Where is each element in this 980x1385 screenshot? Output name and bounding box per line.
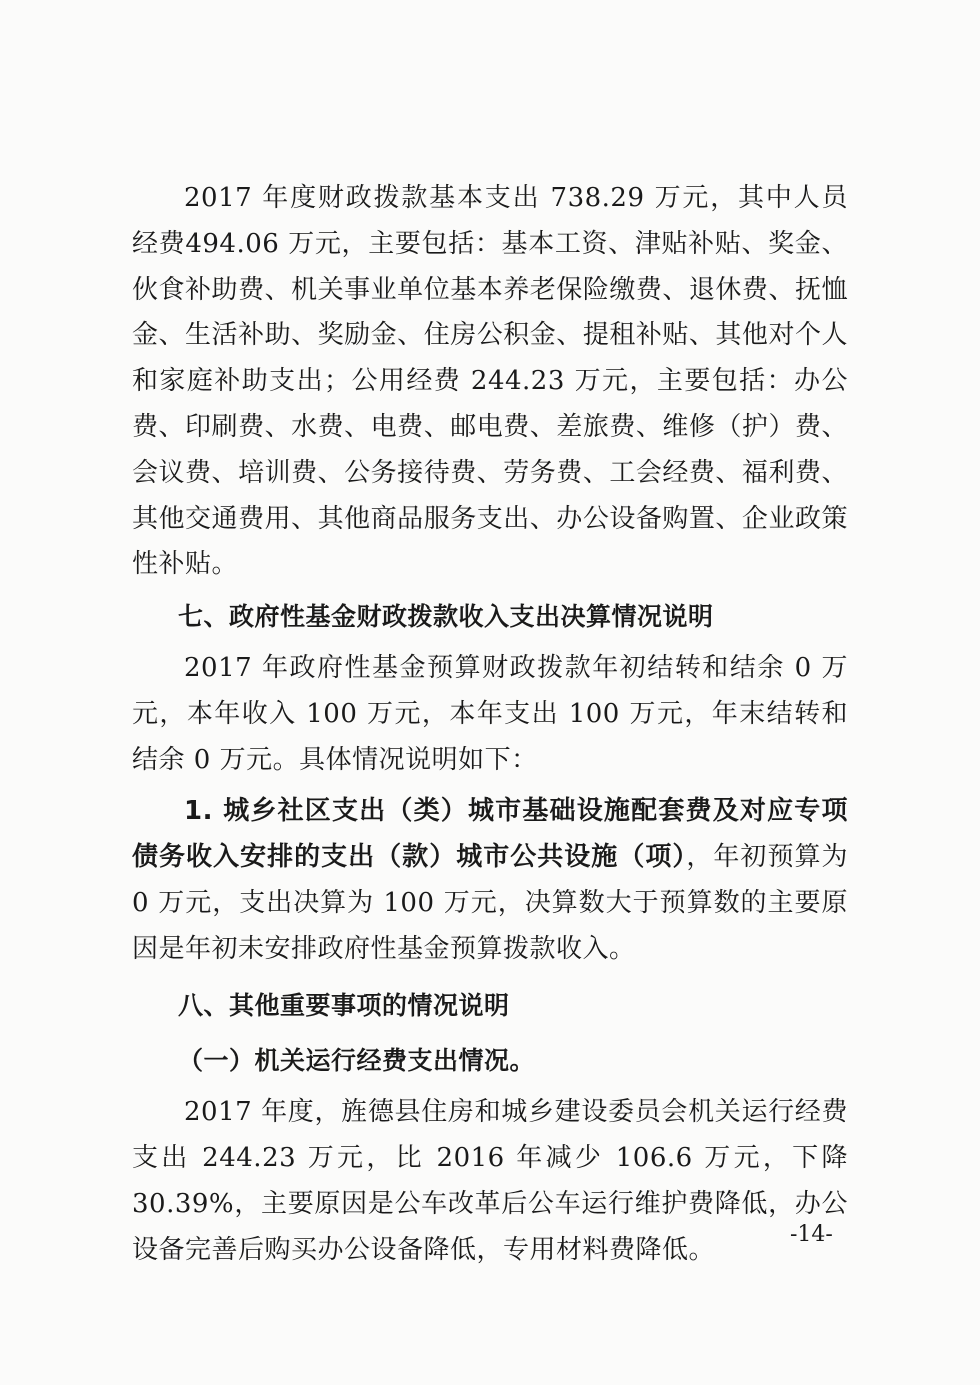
document-body [132, 176, 848, 1273]
paragraph-operating-expenses: 2017 年度，旌德县住房和城乡建设委员会机关运行经费支出 244.23 万元，比 2016 年减少 106.6 万元，下降 30.39%，主要原因是公车改革后公车运行维护费降低，办公设备完善后购买办公设备降低，专用材料费降低。 [132, 1097, 848, 1265]
page-number: -14- [790, 1222, 833, 1247]
paragraph-government-fund: 2017 年政府性基金预算财政拨款年初结转和结余 0 万元，本年收入 100 万元，本年支出 100 万元，年末结转和结余 0 万元。具体情况说明如下： [132, 652, 848, 775]
paragraph-basic-expenditure: 2017 年度财政拨款基本支出 738.29 万元，其中人员经费494.06 万元，主要包括：基本工资、津贴补贴、奖金、伙食补助费、机关事业单位基本养老保险缴费、退休费、抚恤金、生活补助、奖励金、住房公积金、提租补贴、其他对个人和家庭补助支出；公用经费 244.23 万元，主要包括：办公费、印刷费、水费、电费、邮电费、差旅费、维修（护）费、会议费、培训费、公务接待费、劳务费、工会经费、福利费、其他交通费用、其他商品服务支出、办公设备购置、企业政策性补贴。 [132, 183, 848, 580]
section-heading-7: 七、政府性基金财政拨款收入支出决算情况说明 [178, 602, 714, 632]
section-heading-8: 八、其他重要事项的情况说明 [178, 990, 510, 1020]
item-title: 1. 城乡社区支出（类）城市基础设施配套费及对应专项债务收入安排的支出（款）城市公共设施（项） [132, 796, 848, 873]
paragraph-urban-rural-expenditure [132, 789, 848, 972]
subsection-heading-1: （一）机关运行经费支出情况。 [178, 1046, 536, 1076]
item-detail: ，年初预算为 0 万元，支出决算为 100 万元，决算数大于预算数的主要原因是年初未安排政府性基金预算拨款收入。 [132, 842, 848, 964]
